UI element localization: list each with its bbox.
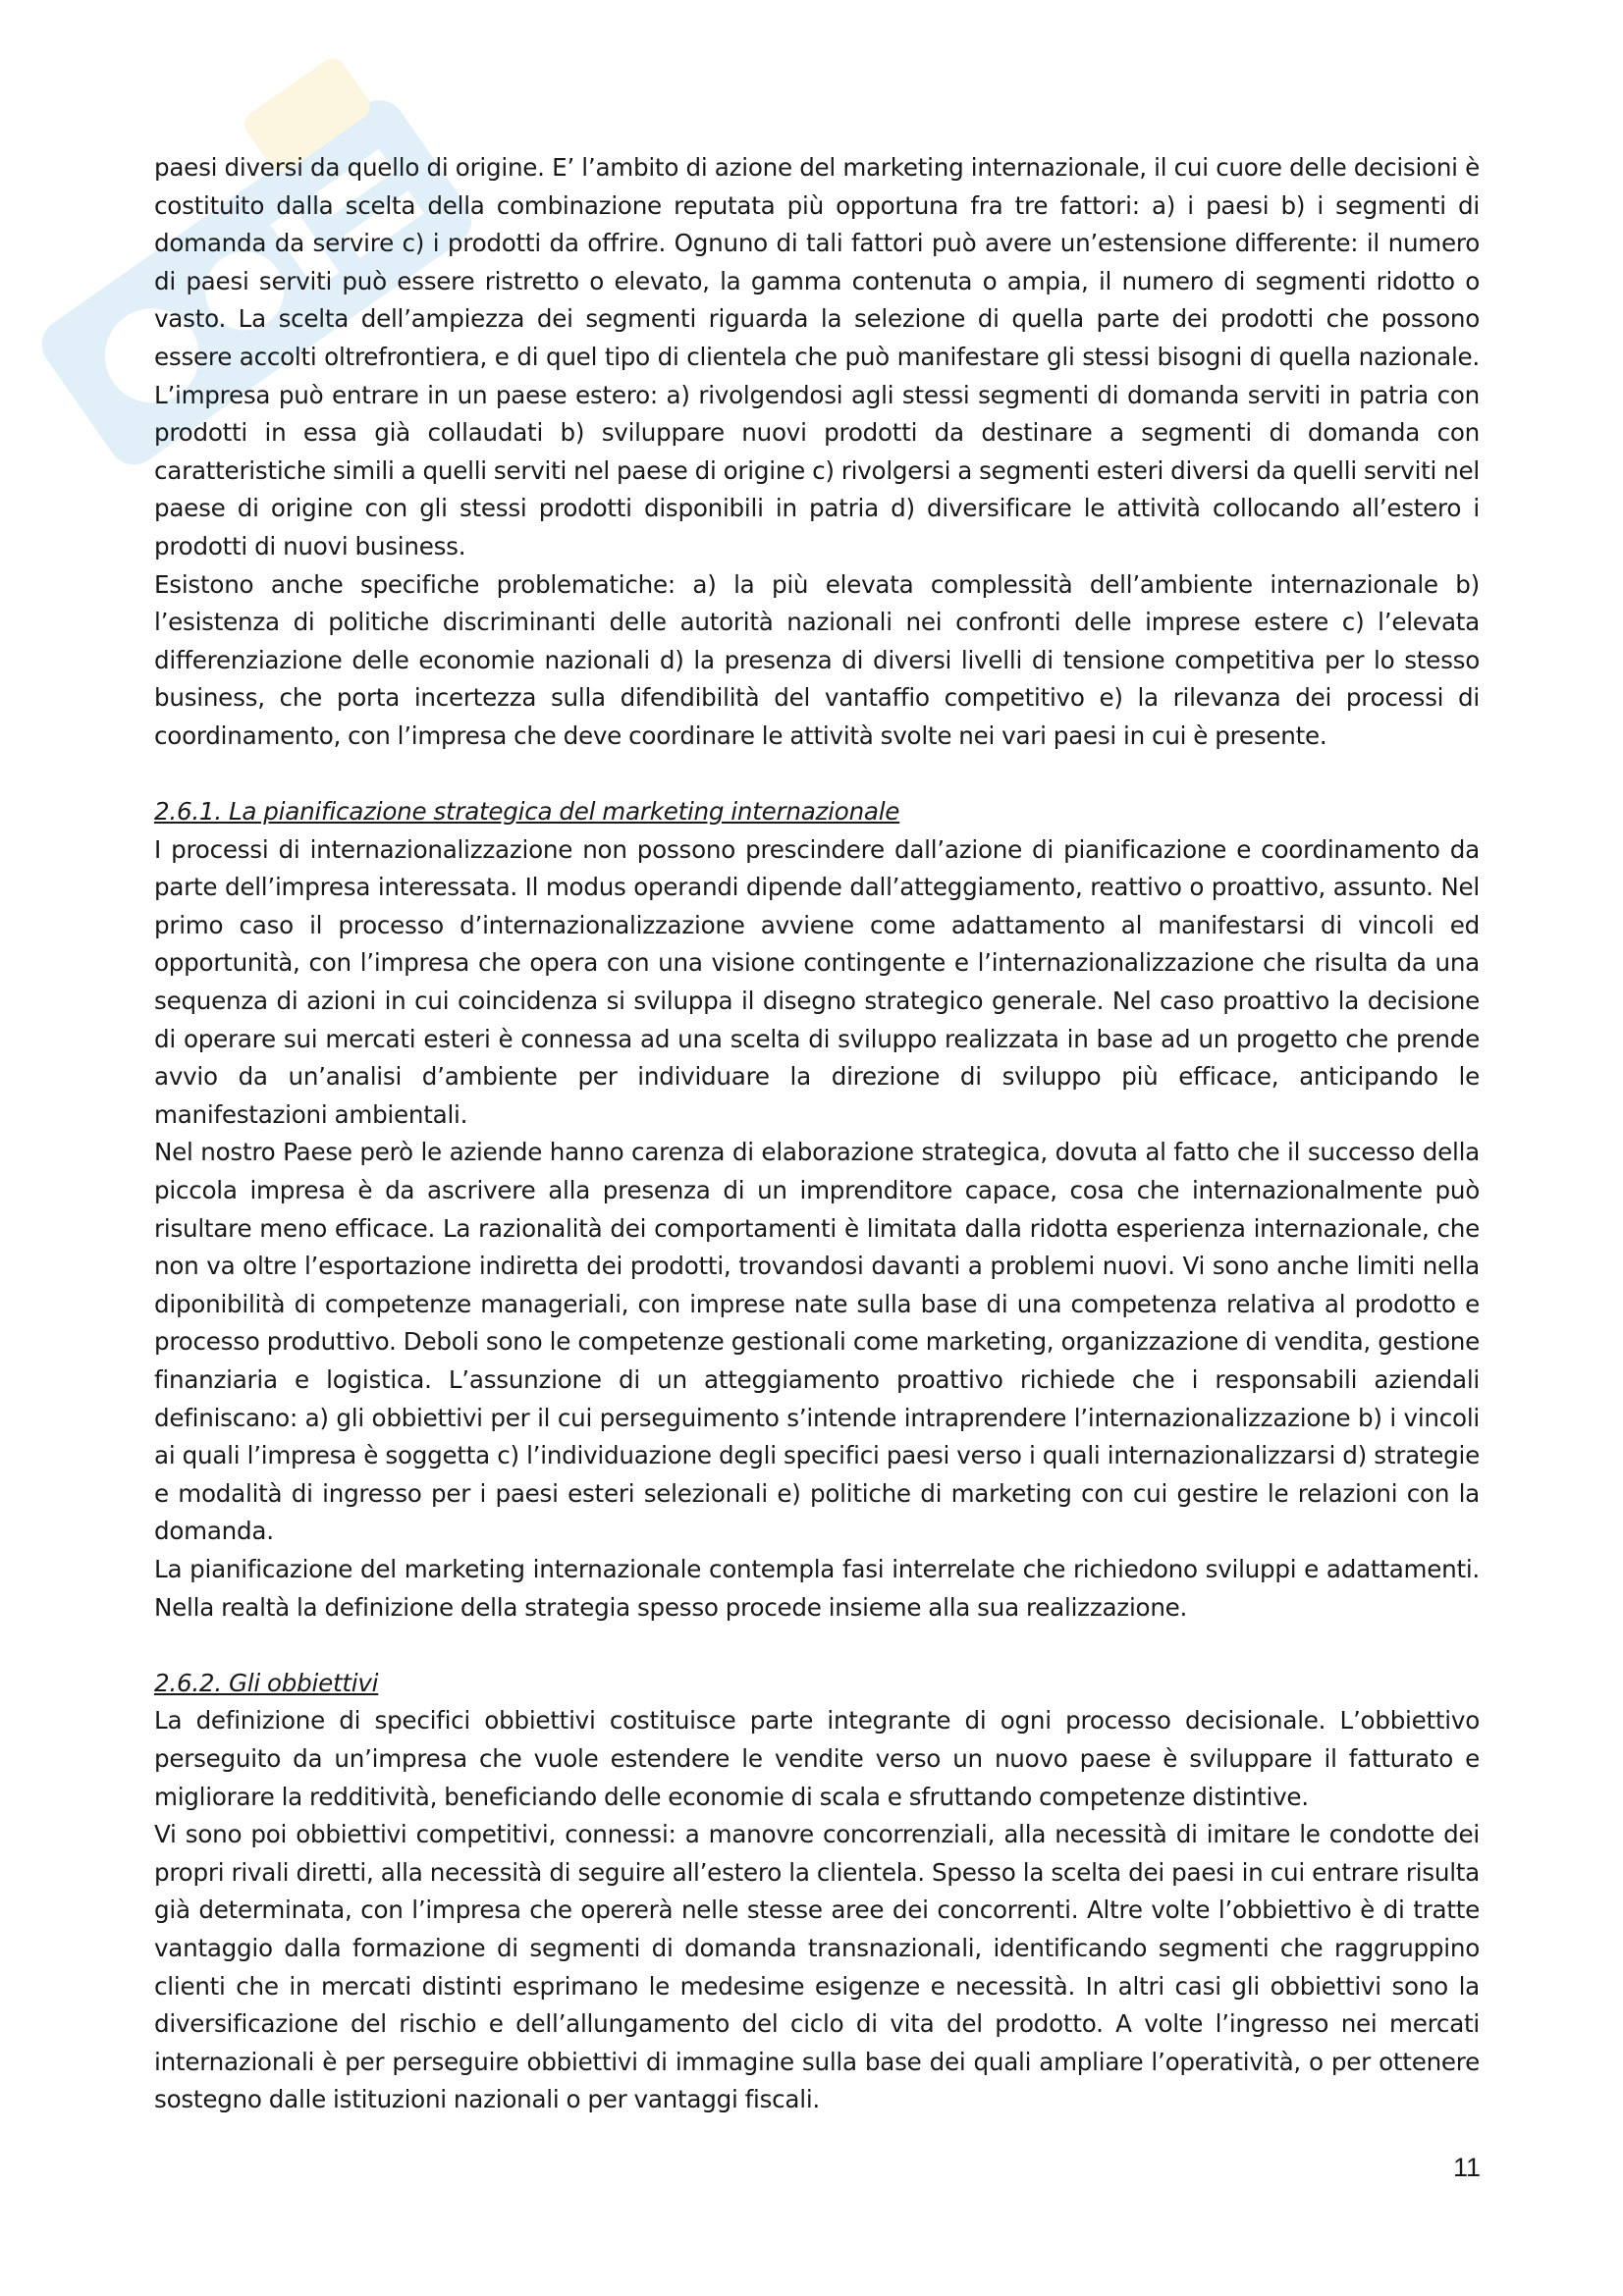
paragraph-spacer (154, 1627, 1480, 1665)
paragraph-planning-phases: La pianificazione del marketing internazionale contempla fasi interrelate che richiedono sviluppi e adattamenti. Nella realtà la definizione della strategia spesso procede insieme alla sua realizzazione. (154, 1554, 1480, 1622)
document-body (154, 149, 1480, 2119)
paragraph-planning-processes: I processi di internazionalizzazione non possono prescindere dall’azione di pianificazione e coordinamento da parte dell’impresa interessata. Il modus operandi dipende dall’atteggiamento, reattivo o proattivo, assunto. Nel primo caso il processo d’internazionalizzazione avviene come adattamento al manifestarsi di vincoli ed opportunità, con l’impresa che opera con una visione contingente e l’internazionalizzazione che risulta da una sequenza di azioni in cui coincidenza si sviluppa il disegno strategico generale. Nel caso proattivo la decisione di operare sui mercati esteri è connessa ad una scelta di sviluppo realizzata in base ad un progetto che prende avvio da un’analisi d’ambiente per individuare la direzione di sviluppo più efficace, anticipando le manifestazioni ambientali. (154, 834, 1480, 1129)
paragraph-specific-problems: Esistono anche specifiche problematiche: a) la più elevata complessità dell’ambiente internazionale b) l’esistenza di politiche discriminanti delle autorità nazionali nei confronti delle imprese estere c) l’elevata differenziazione delle economie nazionali d) la presenza di diversi livelli di tensione competitiva per lo stesso business, che porta incertezza sulla difendibilità del vantaffio competitivo e) la rilevanza dei processi di coordinamento, con l’impresa che deve coordinare le attività svolte nei vari paesi in cui è presente. (154, 569, 1480, 750)
section-heading-2-6-2: 2.6.2. Gli obbiettivi (154, 1668, 379, 1697)
paragraph-italian-companies: Nel nostro Paese però le aziende hanno carenza di elaborazione strategica, dovuta al fatto che il successo della piccola impresa è da ascrivere alla presenza di un imprenditore capace, cosa che internazionalmente può risultare meno efficace. La razionalità dei comportamenti è limitata dalla ridotta esperienza internazionale, che non va oltre l’esportazione indiretta dei prodotti, trovandosi davanti a problemi nuovi. Vi sono anche limiti nella diponibilità di competenze manageriali, con imprese nate sulla base di una competenza relativa al prodotto e processo produttivo. Deboli sono le competenze gestionali come marketing, organizzazione di vendita, gestione finanziaria e logistica. L’assunzione di un atteggiamento proattivo richiede che i responsabili aziendali definiscano: a) gli obbiettivi per il cui perseguimento s’intende intraprendere l’internazionalizzazione b) i vincoli ai quali l’impresa è soggetta c) l’individuazione degli specifici paesi verso i quali internazionalizzarsi d) strategie e modalità di ingresso per i paesi esteri selezionali e) politiche di marketing con cui gestire le relazioni con la domanda. (154, 1138, 1480, 1546)
paragraph-spacer (154, 756, 1480, 794)
paragraph-competitive-objectives: Vi sono poi obbiettivi competitivi, connessi: a manovre concorrenziali, alla necessità di imitare le condotte dei propri rivali diretti, alla necessità di seguire all’estero la clientela. Spesso la scelta dei paesi in cui entrare risulta già determinata, con l’impresa che opererà nelle stesse aree dei concorrenti. Altre volte l’obbiettivo è di tratte vantaggio dalla formazione di segmenti di domanda transnazionali, identificando segmenti che raggruppino clienti che in mercati distinti esprimano le medesime esigenze e necessità. In altri casi gli obbiettivi sono la diversificazione del rischio e dell’allungamento del ciclo di vita del prodotto. A volte l’ingresso nei mercati internazionali è per perseguire obbiettivi di immagine sulla base dei quali ampliare l’operatività, o per ottenere sostegno dalle istituzioni nazionali o per vantaggi fiscali. (154, 1820, 1480, 2114)
paragraph-objectives-definition: La definizione di specifici obbiettivi costituisce parte integrante di ogni processo decisionale. L’obbiettivo perseguito da un’impresa che vuole estendere le vendite verso un nuovo paese è sviluppare il fatturato e migliorare la redditività, beneficiando delle economie di scala e sfruttando competenze distintive. (154, 1706, 1480, 1811)
page-number: 11 (1452, 2153, 1481, 2182)
paragraph-international-marketing: paesi diversi da quello di origine. E’ l’ambito di azione del marketing internazionale, il cui cuore delle decisioni è costituito dalla scelta della combinazione reputata più opportuna fra tre fattori: a) i paesi b) i segmenti di domanda da servire c) i prodotti da offrire. Ognuno di tali fattori può avere un’estensione differente: il numero di paesi serviti può essere ristretto o elevato, la gamma contenuta o ampia, il numero di segmenti ridotto o vasto. La scelta dell’ampiezza dei segmenti riguarda la selezione di quella parte dei prodotti che possono essere accolti oltrefrontiera, e di quel tipo di clientela che può manifestare gli stessi bisogni di quella nazionale. L’impresa può entrare in un paese estero: a) rivolgendosi agli stessi segmenti di domanda serviti in patria con prodotti in essa già collaudati b) sviluppare nuovi prodotti da destinare a segmenti di domanda con caratteristiche simili a quelli serviti nel paese di origine c) rivolgersi a segmenti esteri diversi da quelli serviti nel paese di origine con gli stessi prodotti disponibili in patria d) diversificare le attività collocando all’estero i prodotti di nuovi business. (154, 153, 1481, 561)
section-heading-2-6-1: 2.6.1. La pianificazione strategica del marketing internazionale (154, 797, 900, 827)
